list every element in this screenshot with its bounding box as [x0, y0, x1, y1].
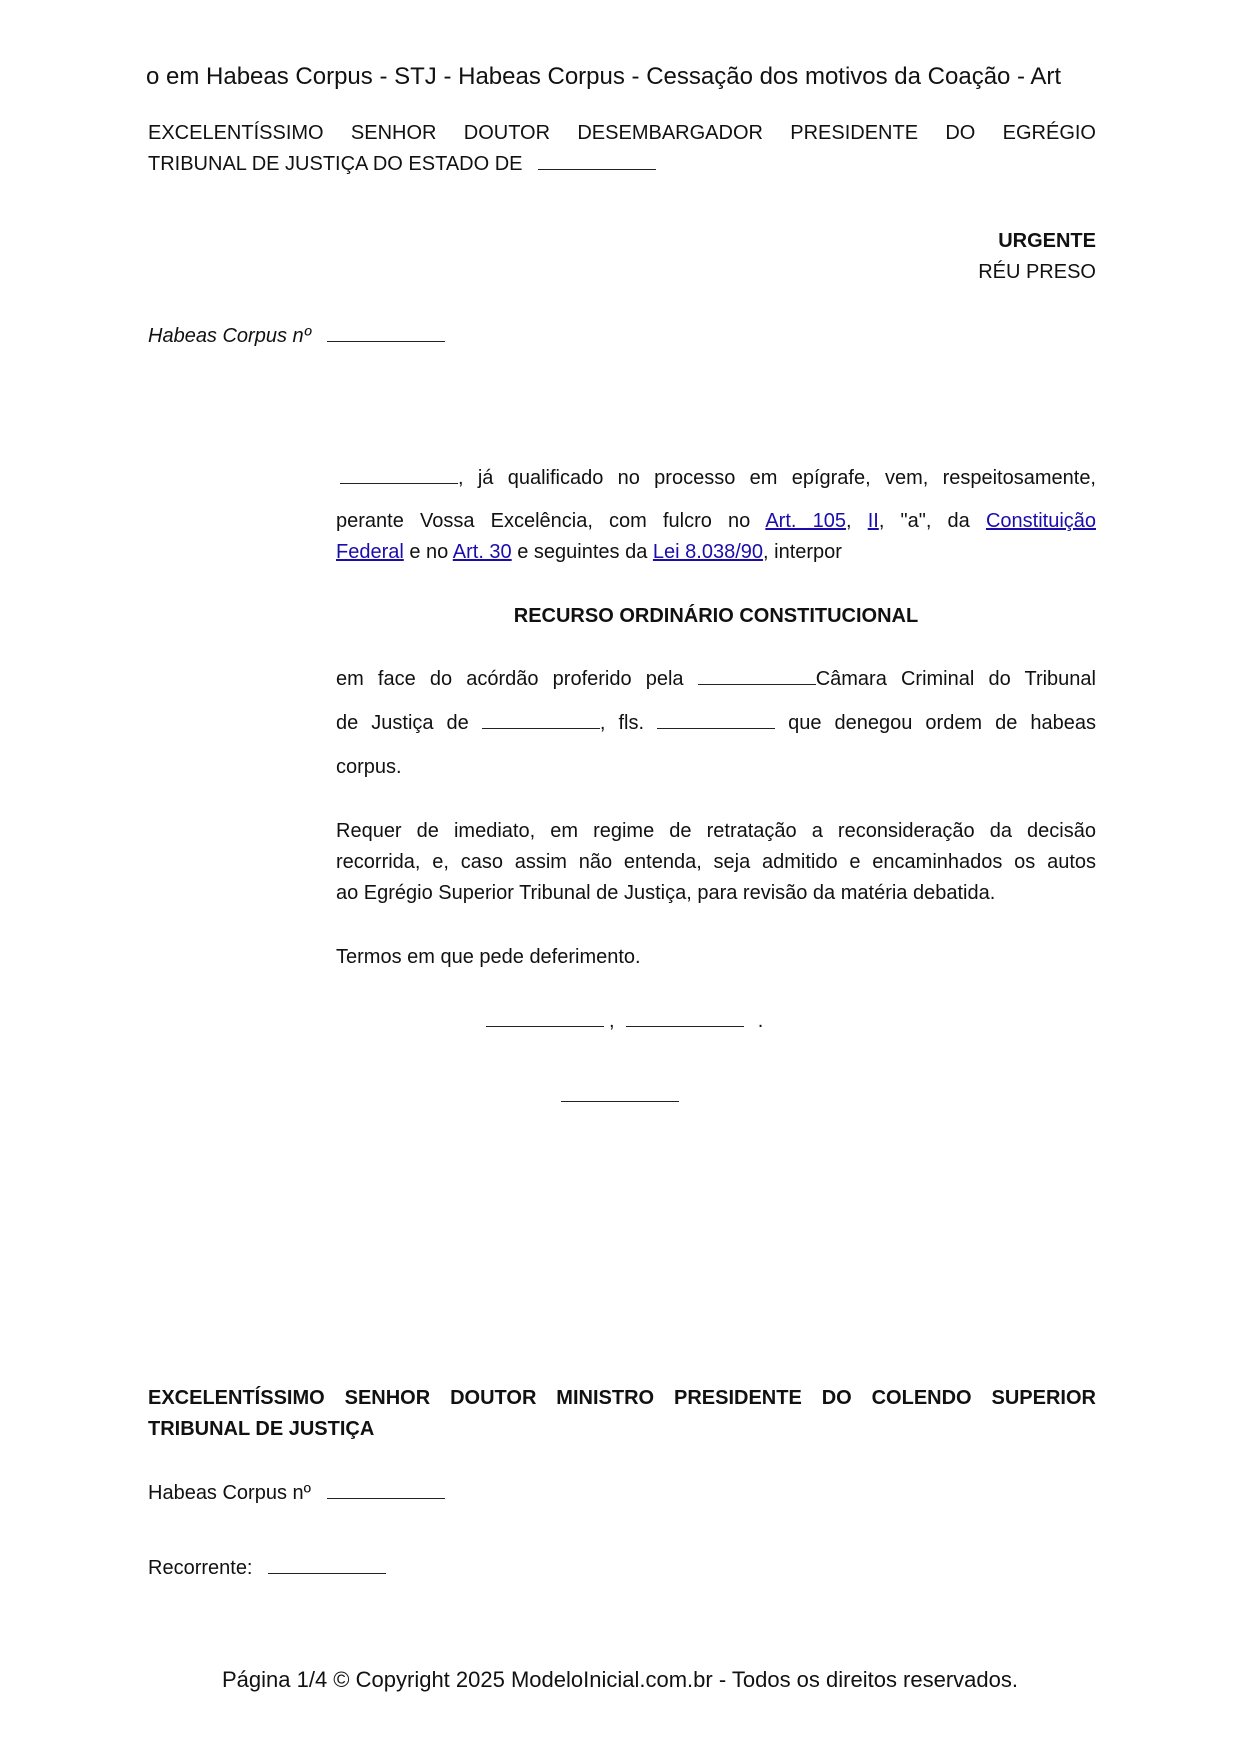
place-date-line [486, 1006, 886, 1037]
blank-field-case-number [327, 327, 445, 342]
intro-text-2: perante Vossa Excelência, com fulcro no [336, 510, 751, 532]
addressee-line-2 [148, 149, 1096, 180]
blank-field-tribunal [482, 714, 600, 729]
blank-field-state [538, 155, 656, 170]
link-constituicao-federal[interactable]: Federal [336, 541, 404, 563]
acordao-text-1: em face do acórdão proferido pela [336, 668, 684, 690]
case-number-2-label: Habeas Corpus nº [148, 1482, 311, 1504]
signature-line [561, 1101, 679, 1102]
blank-field-recorrente [268, 1559, 386, 1574]
blank-field-camara [698, 670, 816, 685]
addressee2-line-1: EXCELENTÍSSIMO SENHOR DOUTOR MINISTRO PRESIDENTE DO COLENDO SUPERIOR [148, 1387, 1096, 1409]
recorrente-line [148, 1553, 748, 1584]
blank-field-date [626, 1012, 744, 1027]
intro-text-6: , interpor [763, 541, 842, 563]
case-number-2-line [148, 1478, 748, 1509]
recurso-title: RECURSO ORDINÁRIO CONSTITUCIONAL [513, 605, 919, 627]
blank-field-case-number-2 [327, 1484, 445, 1499]
acordao-text-4: , fls. [599, 712, 645, 734]
link-art-30[interactable]: Art. 30 [452, 541, 512, 563]
blank-field-party-name [340, 469, 458, 484]
intro-line-2 [336, 506, 1096, 537]
addressee2-line-2: TRIBUNAL DE JUSTIÇA [148, 1418, 375, 1440]
blank-field-fls [657, 714, 775, 729]
link-inciso-ii[interactable]: II [867, 510, 879, 532]
acordao-line-3: corpus. [336, 756, 402, 778]
case-number-line [148, 321, 748, 352]
acordao-line-1 [336, 664, 1096, 695]
intro-text-1: , já qualificado no processo em epígrafe, vem, respeitosamente, [458, 467, 1096, 489]
requer-line-2: recorrida, e, caso assim não entenda, seja admitido e encaminhados os autos [336, 851, 1096, 873]
acordao-text-2: Câmara Criminal do Tribunal [815, 668, 1096, 690]
document-running-title: o em Habeas Corpus - STJ - Habeas Corpus - Cessação dos motivos da Coação - Art [146, 63, 1062, 90]
place-date-period: . [757, 1010, 764, 1032]
acordao-text-3: de Justiça de [336, 712, 469, 734]
blank-field-city [486, 1012, 604, 1027]
urgent-flag: URGENTE [998, 230, 1096, 252]
requer-line-1: Requer de imediato, em regime de retratação a reconsideração da decisão [336, 820, 1096, 842]
place-date-comma: , [609, 1010, 615, 1032]
case-number-label: Habeas Corpus nº [148, 325, 311, 347]
acordao-line-2 [336, 708, 1096, 739]
link-lei-8038[interactable]: Lei 8.038/90 [652, 541, 764, 563]
intro-sep-1: , [845, 510, 852, 532]
intro-line-3 [336, 537, 1096, 568]
page-footer: Página 1/4 © Copyright 2025 ModeloInicial.com.br - Todos os direitos reservados. [222, 1667, 1018, 1692]
link-constituicao[interactable]: Constituição [985, 510, 1097, 532]
prisoner-flag: RÉU PRESO [978, 261, 1096, 283]
intro-line-1 [336, 463, 1096, 494]
addressee-line-1: EXCELENTÍSSIMO SENHOR DOUTOR DESEMBARGADOR PRESIDENTE DO EGRÉGIO [148, 122, 1096, 144]
requer-line-3: ao Egrégio Superior Tribunal de Justiça, para revisão da matéria debatida. [336, 882, 996, 904]
intro-text-3: , "a", da [878, 510, 970, 532]
link-art-105[interactable]: Art. 105 [765, 510, 846, 532]
intro-text-5: e seguintes da [517, 541, 648, 563]
addressee-line-2-text: TRIBUNAL DE JUSTIÇA DO ESTADO DE [148, 153, 523, 175]
recorrente-label: Recorrente: [148, 1557, 253, 1579]
acordao-text-5: que denegou ordem de habeas [788, 712, 1097, 734]
intro-text-4: e no [409, 541, 449, 563]
closing-request: Termos em que pede deferimento. [336, 946, 641, 968]
